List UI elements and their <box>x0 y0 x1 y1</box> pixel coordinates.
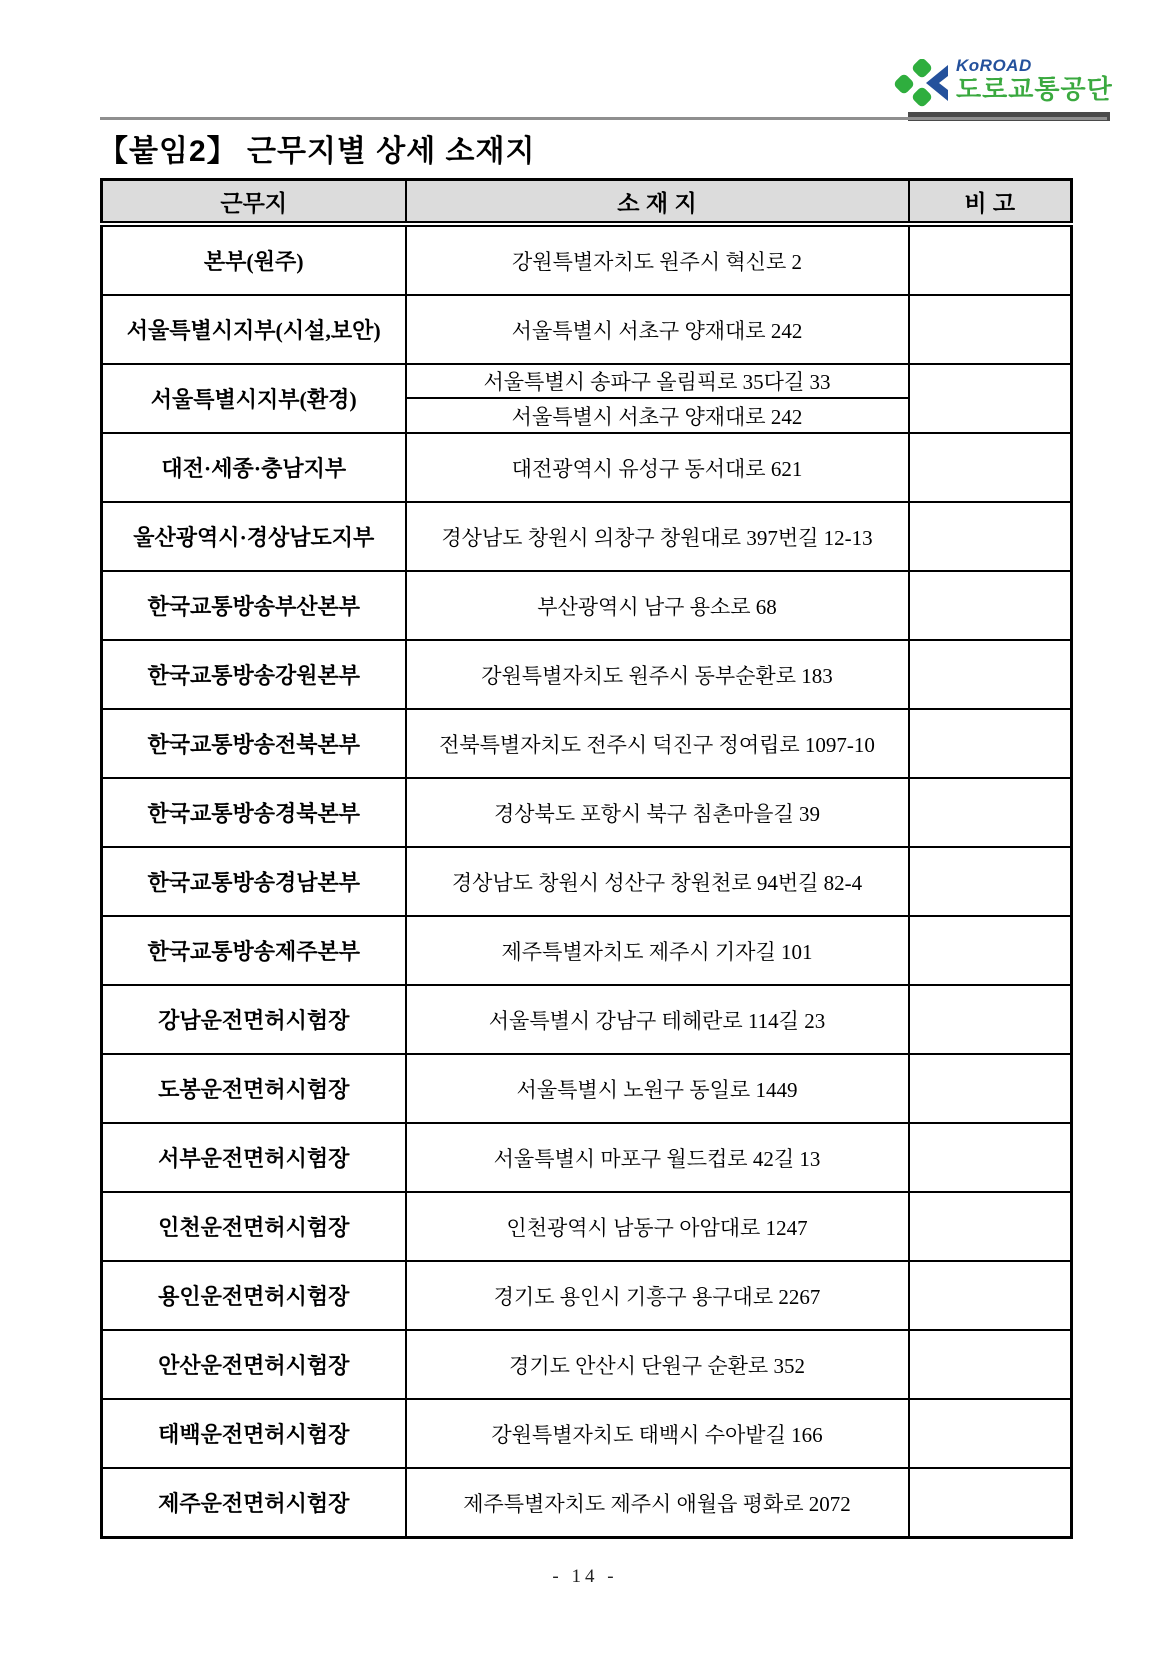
logo-org-text: 도로교통공단 <box>956 74 1113 104</box>
table-row <box>102 364 1072 433</box>
workplace-cell: 한국교통방송전북본부 <box>102 709 406 778</box>
workplace-cell: 태백운전면허시험장 <box>102 1399 406 1468</box>
workplace-cell: 한국교통방송경남본부 <box>102 847 406 916</box>
remark-cell <box>909 1330 1072 1399</box>
remark-cell <box>909 640 1072 709</box>
col-header-workplace: 근무지 <box>102 180 406 225</box>
remark-cell <box>909 847 1072 916</box>
header-rule <box>100 117 1107 120</box>
table-row <box>102 571 1072 640</box>
address-cell: 전북특별자치도 전주시 덕진구 정여립로 1097-10 <box>406 709 909 778</box>
address-cell: 제주특별자치도 제주시 기자길 101 <box>406 916 909 985</box>
remark-cell <box>909 433 1072 502</box>
address-cell: 경상북도 포항시 북구 침촌마을길 39 <box>406 778 909 847</box>
table-row <box>102 502 1072 571</box>
workplace-cell: 서부운전면허시험장 <box>102 1123 406 1192</box>
workplace-cell: 강남운전면허시험장 <box>102 985 406 1054</box>
remark-cell <box>909 502 1072 571</box>
workplace-cell: 서울특별시지부(환경) <box>102 364 406 433</box>
workplace-cell: 용인운전면허시험장 <box>102 1261 406 1330</box>
address-cell-split <box>406 364 909 433</box>
remark-cell <box>909 364 1072 433</box>
address-cell: 강원특별자치도 원주시 동부순환로 183 <box>406 640 909 709</box>
remark-cell <box>909 1399 1072 1468</box>
table-row <box>102 1330 1072 1399</box>
address-cell: 경상남도 창원시 성산구 창원천로 94번길 82-4 <box>406 847 909 916</box>
workplace-cell: 서울특별시지부(시설,보안) <box>102 295 406 364</box>
workplace-cell: 본부(원주) <box>102 224 406 295</box>
table-row <box>102 709 1072 778</box>
table-row <box>102 1054 1072 1123</box>
address-cell: 경기도 안산시 단원구 순환로 352 <box>406 1330 909 1399</box>
remark-cell <box>909 1054 1072 1123</box>
workplace-cell: 대전·세종·충남지부 <box>102 433 406 502</box>
address-cell: 부산광역시 남구 용소로 68 <box>406 571 909 640</box>
remark-cell <box>909 224 1072 295</box>
workplace-cell: 한국교통방송제주본부 <box>102 916 406 985</box>
address-line: 서울특별시 송파구 올림픽로 35다길 33 <box>407 365 908 399</box>
workplace-cell: 인천운전면허시험장 <box>102 1192 406 1261</box>
address-cell: 서울특별시 마포구 월드컵로 42길 13 <box>406 1123 909 1192</box>
clover-chevron-icon <box>893 59 951 107</box>
remark-cell <box>909 778 1072 847</box>
table-row <box>102 778 1072 847</box>
address-cell: 서울특별시 강남구 테헤란로 114길 23 <box>406 985 909 1054</box>
address-cell: 강원특별자치도 태백시 수아밭길 166 <box>406 1399 909 1468</box>
workplace-cell: 도봉운전면허시험장 <box>102 1054 406 1123</box>
remark-cell <box>909 571 1072 640</box>
address-cell: 경기도 용인시 기흥구 용구대로 2267 <box>406 1261 909 1330</box>
remark-cell <box>909 1123 1072 1192</box>
workplace-cell: 제주운전면허시험장 <box>102 1468 406 1538</box>
table-row <box>102 433 1072 502</box>
remark-cell <box>909 985 1072 1054</box>
address-cell: 서울특별시 노원구 동일로 1449 <box>406 1054 909 1123</box>
table-row <box>102 847 1072 916</box>
address-cell: 인천광역시 남동구 아암대로 1247 <box>406 1192 909 1261</box>
koroad-logo <box>893 57 1113 107</box>
table-row <box>102 916 1072 985</box>
address-cell: 대전광역시 유성구 동서대로 621 <box>406 433 909 502</box>
col-header-address: 소 재 지 <box>406 180 909 225</box>
table-row <box>102 1123 1072 1192</box>
workplace-cell: 한국교통방송경북본부 <box>102 778 406 847</box>
workplace-cell: 안산운전면허시험장 <box>102 1330 406 1399</box>
table-row <box>102 1468 1072 1538</box>
address-line: 서울특별시 서초구 양재대로 242 <box>511 404 803 429</box>
remark-cell <box>909 1192 1072 1261</box>
workplace-cell: 한국교통방송부산본부 <box>102 571 406 640</box>
logo-text <box>956 57 1113 102</box>
remark-cell <box>909 1468 1072 1538</box>
address-cell: 경상남도 창원시 의창구 창원대로 397번길 12-13 <box>406 502 909 571</box>
page-number: - 14 - <box>552 1566 618 1587</box>
workplace-address-table <box>100 178 1073 1539</box>
address-cell: 강원특별자치도 원주시 혁신로 2 <box>406 224 909 295</box>
table-row <box>102 640 1072 709</box>
address-cell: 서울특별시 서초구 양재대로 242 <box>406 295 909 364</box>
table-row <box>102 1261 1072 1330</box>
workplace-cell: 울산광역시·경상남도지부 <box>102 502 406 571</box>
table-row <box>102 224 1072 295</box>
remark-cell <box>909 1261 1072 1330</box>
table-row <box>102 1192 1072 1261</box>
remark-cell <box>909 916 1072 985</box>
logo-brand-text: KoROAD <box>956 56 1032 75</box>
page-title: 【붙임2】 근무지별 상세 소재지 <box>98 135 536 168</box>
workplace-cell: 한국교통방송강원본부 <box>102 640 406 709</box>
remark-cell <box>909 709 1072 778</box>
table-header-row <box>102 180 1072 225</box>
col-header-remark: 비 고 <box>909 180 1072 225</box>
remark-cell <box>909 295 1072 364</box>
address-cell: 제주특별자치도 제주시 애월읍 평화로 2072 <box>406 1468 909 1538</box>
table-row <box>102 295 1072 364</box>
table-row <box>102 1399 1072 1468</box>
table-row <box>102 985 1072 1054</box>
